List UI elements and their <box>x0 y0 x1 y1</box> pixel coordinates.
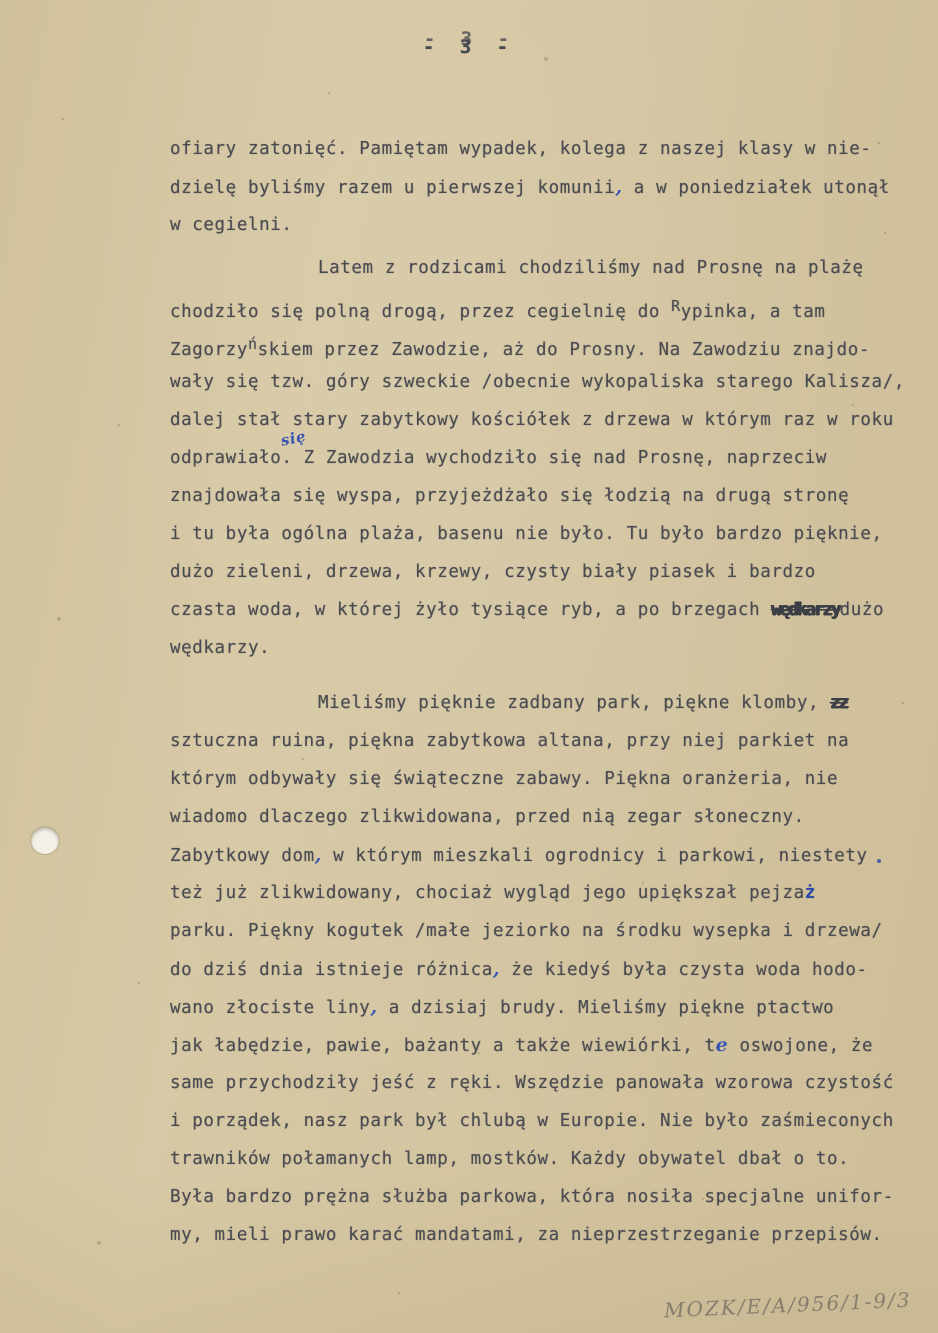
handwritten-correction: , <box>492 958 501 980</box>
document-line <box>170 950 916 988</box>
document-line <box>170 130 916 168</box>
document-line <box>170 874 916 912</box>
paragraph <box>170 249 916 667</box>
document-line <box>170 988 916 1026</box>
handwritten-correction: ż <box>804 883 816 903</box>
document-line <box>170 629 916 667</box>
overstruck-text: wędkarzy <box>771 600 840 620</box>
handwritten-correction: , <box>370 996 378 1018</box>
typed-text: a w poniedziałek utonął <box>622 178 890 198</box>
document-line <box>170 912 916 950</box>
typed-superscript: ń <box>247 335 258 353</box>
typed-text: wały się tzw. góry szweckie /obecnie wykopaliska starego Kalisza/, <box>170 372 905 392</box>
document-line <box>170 477 916 515</box>
typed-text: Była bardzo prężna służba parkowa, która nosiła specjalne unifor- <box>170 1187 894 1207</box>
document-line <box>170 836 916 874</box>
document-line <box>170 1102 916 1140</box>
document-line <box>170 722 916 760</box>
typed-superscript: R <box>671 297 681 315</box>
typed-text: do dziś dnia istnieje różnica <box>170 960 493 980</box>
handwritten-correction: , <box>615 176 623 198</box>
typed-text: którym odbywały się świąteczne zabawy. Piękna oranżeria, nie <box>170 769 839 789</box>
typed-text: ypinka, a tam <box>680 302 826 322</box>
typed-text: dużo zieleni, drzewa, krzewy, czysty biały piasek i bardzo <box>170 562 816 582</box>
document-line <box>170 206 916 244</box>
typed-text: że kiedyś była czysta woda hodo- <box>500 960 868 980</box>
typed-text: trawników połamanych lamp, mostków. Każdy obywatel dbał o to. <box>170 1149 850 1169</box>
typed-text: też już zlikwidowany, chociaż wygląd jego upiększał pejza <box>170 883 805 903</box>
hole-punch <box>31 827 59 854</box>
paragraph <box>170 130 916 244</box>
typed-text: dzielę byliśmy razem u pierwszej komunii <box>170 178 616 198</box>
typed-text: chodziło się polną drogą, przez cegielnię do <box>170 302 672 322</box>
page-number: - 3 - <box>422 36 516 58</box>
typed-text: sztuczna ruina, piękna zabytkowa altana, przy niej parkiet na <box>170 731 850 751</box>
document-body <box>170 130 916 1254</box>
document-line <box>170 760 916 798</box>
typed-text: odprawiało <box>170 448 282 468</box>
archive-reference: MOZK/E/A/956/1-9/3 <box>664 1287 913 1323</box>
typed-text: Mieliśmy pięknie zadbany park, piękne klomby, <box>318 693 831 713</box>
typed-text: dalej stał stary zabytkowy kościółek z drzewa w którym raz w roku <box>170 410 894 430</box>
typed-text: wędkarzy. <box>170 638 271 658</box>
handwritten-correction: , <box>314 844 322 866</box>
typed-text: skiem przez Zawodzie, aż do Prosny. Na Zawodziu znajdo- <box>257 340 871 360</box>
typed-text: jak łabędzie, pawie, bażanty a także wiewiórki, t <box>170 1036 716 1056</box>
typed-text: Zagorzy <box>170 340 248 360</box>
document-line <box>170 591 916 629</box>
document-line <box>170 1064 916 1102</box>
paragraph <box>170 684 916 1254</box>
typed-text: w cegielni. <box>170 215 293 235</box>
typed-text: . Z Zawodzia wychodziło się nad Prosnę, naprzeciw <box>281 448 828 468</box>
typed-text: w którym mieszkali ogrodnicy i parkowi, niestety <box>322 846 868 866</box>
typed-text: Latem z rodzicami chodziliśmy nad Prosnę na plażę <box>318 258 864 278</box>
document-line <box>170 1178 916 1216</box>
typed-text: i tu była ogólna plaża, basenu nie było. Tu było bardzo pięknie, <box>170 524 883 544</box>
typed-text: same przychodziły jeść z ręki. Wszędzie panowała wzorowa czystość <box>170 1073 894 1093</box>
document-line <box>170 363 916 401</box>
document-line <box>170 1140 916 1178</box>
typed-text: Zabytkowy dom <box>170 846 315 866</box>
document-line <box>170 515 916 553</box>
typed-text: znajdowała się wyspa, przyjeżdżało się łodzią na drugą stronę <box>170 486 850 506</box>
typed-text: ofiary zatonięć. Pamiętam wypadek, kolega z naszej klasy w nie- <box>170 139 872 159</box>
document-line <box>170 798 916 836</box>
handwritten-correction: e <box>715 1034 729 1056</box>
handwritten-insertion: się <box>279 426 309 450</box>
typed-text: a dzisiaj brudy. Mieliśmy piękne ptactwo <box>377 998 835 1018</box>
document-line <box>170 1026 916 1064</box>
document-line <box>170 426 916 477</box>
typed-text: dużo <box>839 600 885 620</box>
document-line <box>170 249 916 287</box>
overstruck-text: zz <box>830 693 848 713</box>
document-line <box>170 684 916 722</box>
typed-text: parku. Piękny kogutek /małe jeziorko na środku wysepka i drzewa/ <box>170 921 883 941</box>
document-line <box>170 325 916 363</box>
typed-text: wano złociste liny <box>170 998 371 1018</box>
paper-speckles <box>0 0 2 2</box>
document-line <box>170 287 916 325</box>
document-line <box>170 553 916 591</box>
document-line <box>170 1216 916 1254</box>
typed-text: czasta woda, w której żyło tysiące ryb, a po brzegach <box>170 600 772 620</box>
typed-text: wiadomo dlaczego zlikwidowana, przed nią zegar słoneczny. <box>170 807 805 827</box>
typed-text: my, mieli prawo karać mandatami, za nieprzestrzeganie przepisów. <box>170 1225 883 1245</box>
document-line <box>170 168 916 206</box>
typed-text: oswojone, że <box>728 1036 874 1056</box>
typed-text: i porządek, nasz park był chlubą w Europie. Nie było zaśmieconych <box>170 1111 894 1131</box>
